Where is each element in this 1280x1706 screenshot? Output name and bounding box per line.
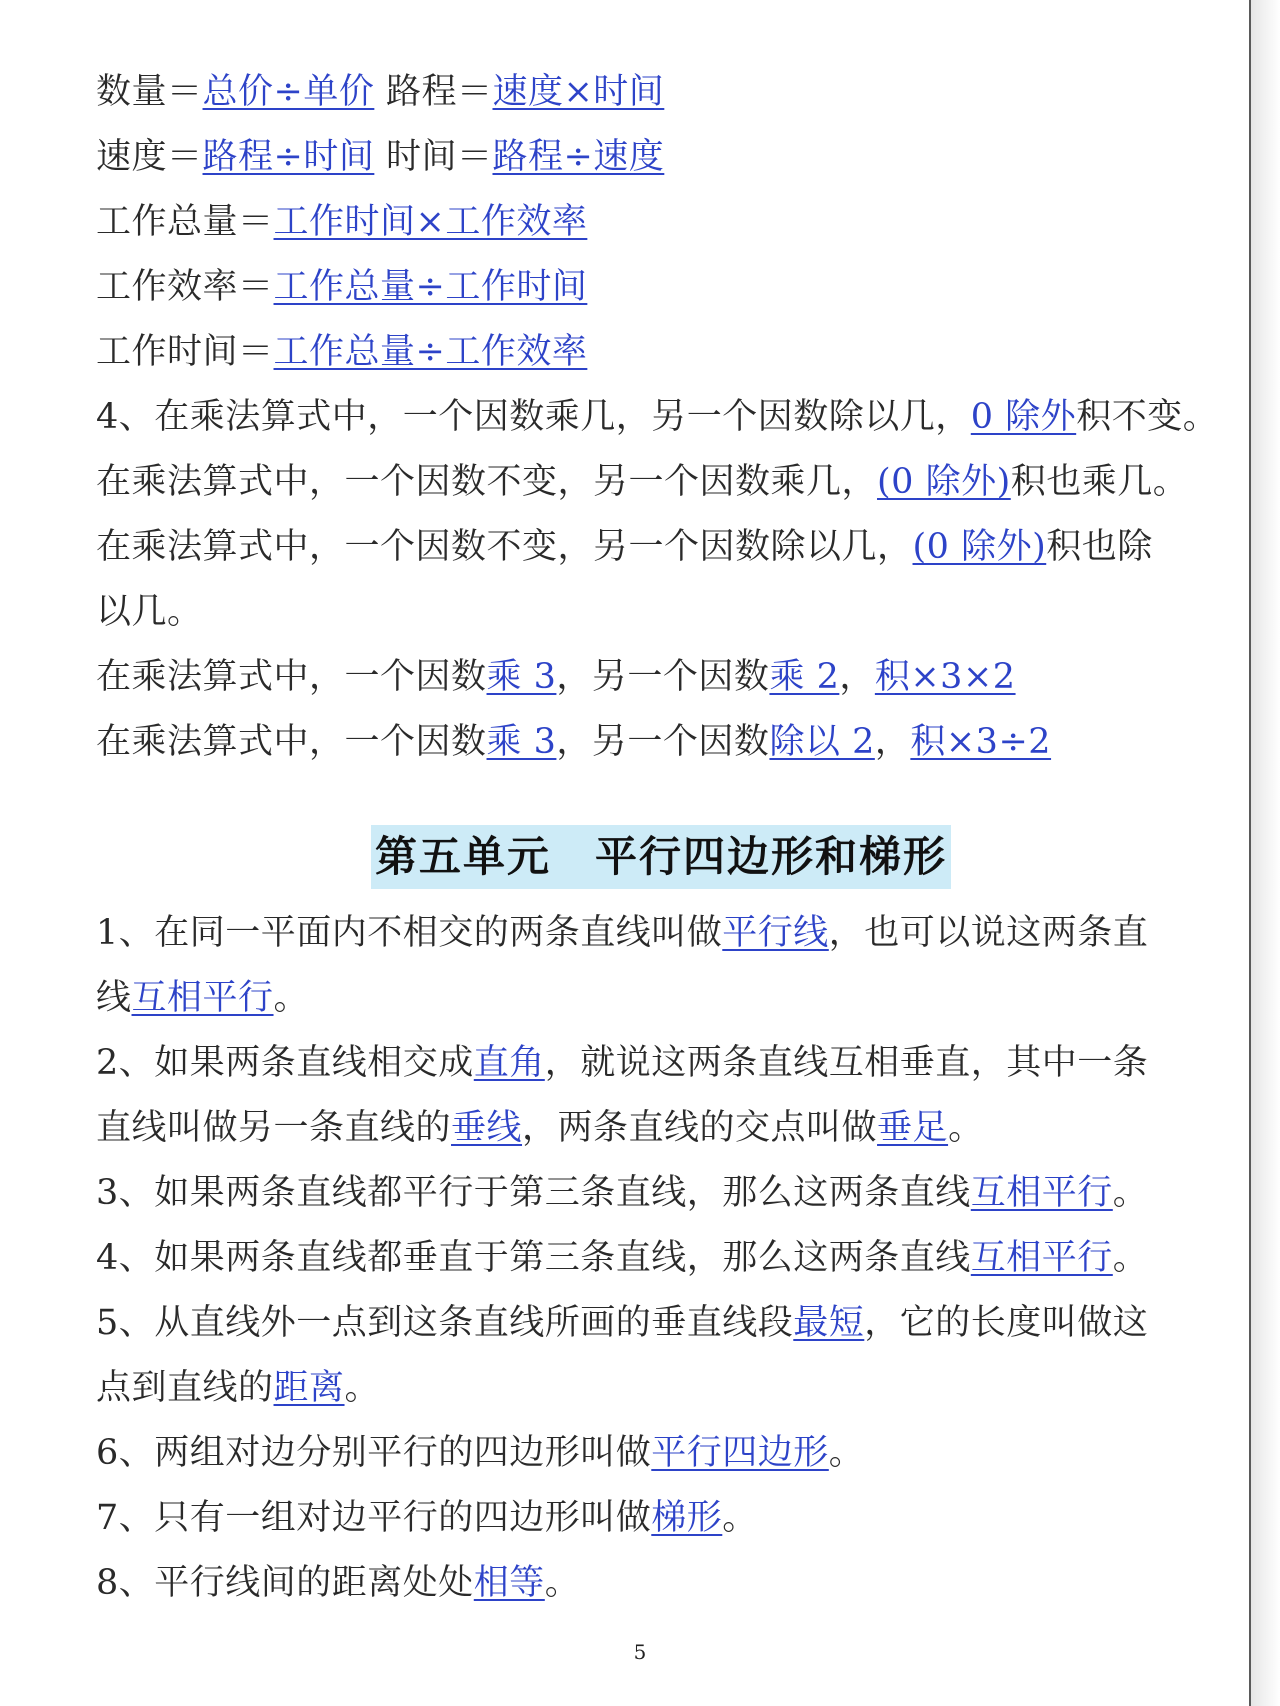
text-line [96, 125, 1196, 190]
page-edge-shadow [1251, 0, 1280, 1706]
unit5-block [96, 901, 1196, 1616]
text-segment: 点到直线的 [96, 1368, 274, 1408]
underlined-answer: 相等 [473, 1563, 545, 1603]
underlined-answer: 平行四边形 [651, 1433, 829, 1473]
formula-block [96, 60, 1196, 385]
underlined-answer: 积×3×2 [874, 657, 1016, 697]
text-segment: ， [839, 657, 875, 697]
text-line [96, 966, 1196, 1031]
text-line [96, 515, 1196, 580]
text-segment: 4、在乘法算式中，一个因数乘几，另一个因数除以几， [96, 397, 971, 437]
text-line [96, 710, 1196, 775]
text-line [96, 580, 1196, 645]
text-line [96, 320, 1196, 385]
text-segment: ，另一个因数 [556, 657, 770, 697]
underlined-answer: (0 除外) [912, 527, 1047, 567]
text-segment: ，就说这两条直线互相垂直，其中一条 [544, 1043, 1149, 1083]
underlined-answer: 互相平行 [970, 1173, 1113, 1213]
text-segment: 2、如果两条直线相交成 [96, 1043, 474, 1083]
section-heading-wrap [96, 825, 1196, 901]
text-segment: 6、两组对边分别平行的四边形叫做 [96, 1433, 652, 1473]
text-line [96, 385, 1219, 450]
underlined-answer: 积×3÷2 [910, 722, 1052, 762]
text-line [96, 1551, 1196, 1616]
underlined-answer: 乘 3 [486, 722, 557, 762]
text-segment: 数量＝ [96, 72, 203, 112]
text-segment: 速度＝ [96, 137, 203, 177]
text-line [96, 255, 1196, 320]
text-segment: 。 [344, 1368, 381, 1408]
document-content [96, 60, 1219, 1616]
text-line [96, 1421, 1196, 1486]
text-segment: ，它的长度叫做这 [864, 1303, 1149, 1343]
underlined-answer: 垂线 [451, 1108, 523, 1148]
page-number: 5 [633, 1640, 647, 1664]
text-line [96, 190, 1196, 255]
underlined-answer: 工作时间×工作效率 [273, 202, 588, 242]
text-line [96, 60, 1196, 125]
text-line [96, 1486, 1196, 1551]
text-segment: 工作总量＝ [96, 202, 274, 242]
underlined-answer: 最短 [793, 1303, 865, 1343]
text-segment: 积不变。 [1076, 397, 1219, 437]
underlined-answer: 0 除外 [970, 397, 1077, 437]
text-line [96, 1291, 1196, 1356]
underlined-answer: 乘 2 [769, 657, 840, 697]
underlined-answer: 垂足 [877, 1108, 949, 1148]
text-segment: 时间＝ [374, 137, 493, 177]
section-gap [96, 775, 1196, 825]
text-segment: 以几。 [96, 592, 203, 632]
text-segment: ，也可以说这两条直 [828, 913, 1149, 953]
text-segment: 。 [828, 1433, 865, 1473]
text-segment: 。 [1112, 1173, 1149, 1213]
text-segment: 在乘法算式中，一个因数不变，另一个因数除以几， [96, 527, 913, 567]
underlined-answer: 路程÷速度 [492, 137, 665, 177]
text-segment: 在乘法算式中，一个因数 [96, 722, 487, 762]
text-segment: 线 [96, 978, 132, 1018]
text-segment: 4、如果两条直线都垂直于第三条直线，那么这两条直线 [96, 1238, 971, 1278]
text-line [96, 1226, 1196, 1291]
text-segment: 1、在同一平面内不相交的两条直线叫做 [96, 913, 723, 953]
underlined-answer: 工作总量÷工作时间 [273, 267, 588, 307]
underlined-answer: (0 除外) [877, 462, 1011, 502]
underlined-answer: 距离 [273, 1368, 345, 1408]
underlined-answer: 梯形 [651, 1498, 723, 1538]
underlined-answer: 速度×时间 [492, 72, 665, 112]
multiplication-rule-block [96, 385, 1219, 775]
text-segment: 。 [544, 1563, 581, 1603]
text-segment: 7、只有一组对边平行的四边形叫做 [96, 1498, 652, 1538]
text-line [96, 645, 1196, 710]
text-segment: ，两条直线的交点叫做 [522, 1108, 878, 1148]
text-segment: 5、从直线外一点到这条直线所画的垂直线段 [96, 1303, 794, 1343]
text-segment: ， [874, 722, 911, 762]
underlined-answer: 直角 [473, 1043, 545, 1083]
text-segment: 在乘法算式中，一个因数 [96, 657, 487, 697]
underlined-answer: 路程÷时间 [202, 137, 375, 177]
text-segment: 8、平行线间的距离处处 [96, 1563, 474, 1603]
text-segment: 。 [273, 978, 310, 1018]
text-segment: 积也除 [1046, 527, 1153, 567]
page-edge [1249, 0, 1251, 1706]
text-segment: 。 [722, 1498, 758, 1538]
section-title: 第五单元 平行四边形和梯形 [371, 825, 951, 889]
text-line [96, 1356, 1196, 1421]
text-segment: 直线叫做另一条直线的 [96, 1108, 452, 1148]
underlined-answer: 总价÷单价 [202, 72, 375, 112]
text-line [96, 450, 1196, 515]
underlined-answer: 互相平行 [970, 1238, 1113, 1278]
underlined-answer: 除以 2 [769, 722, 875, 762]
text-segment: ，另一个因数 [556, 722, 770, 762]
text-segment: 。 [1112, 1238, 1149, 1278]
text-segment: 路程＝ [374, 72, 493, 112]
text-segment: 工作时间＝ [96, 332, 274, 372]
text-line [96, 1161, 1196, 1226]
text-segment: 在乘法算式中，一个因数不变，另一个因数乘几， [96, 462, 878, 502]
text-line [96, 901, 1196, 966]
text-line [96, 1031, 1196, 1096]
text-segment: 3、如果两条直线都平行于第三条直线，那么这两条直线 [96, 1173, 971, 1213]
text-line [96, 1096, 1196, 1161]
underlined-answer: 工作总量÷工作效率 [273, 332, 588, 372]
underlined-answer: 平行线 [722, 913, 829, 953]
text-segment: 积也乘几。 [1010, 462, 1189, 502]
text-segment: 工作效率＝ [96, 267, 274, 307]
text-segment: 。 [948, 1108, 984, 1148]
underlined-answer: 乘 3 [486, 657, 557, 697]
underlined-answer: 互相平行 [131, 978, 274, 1018]
